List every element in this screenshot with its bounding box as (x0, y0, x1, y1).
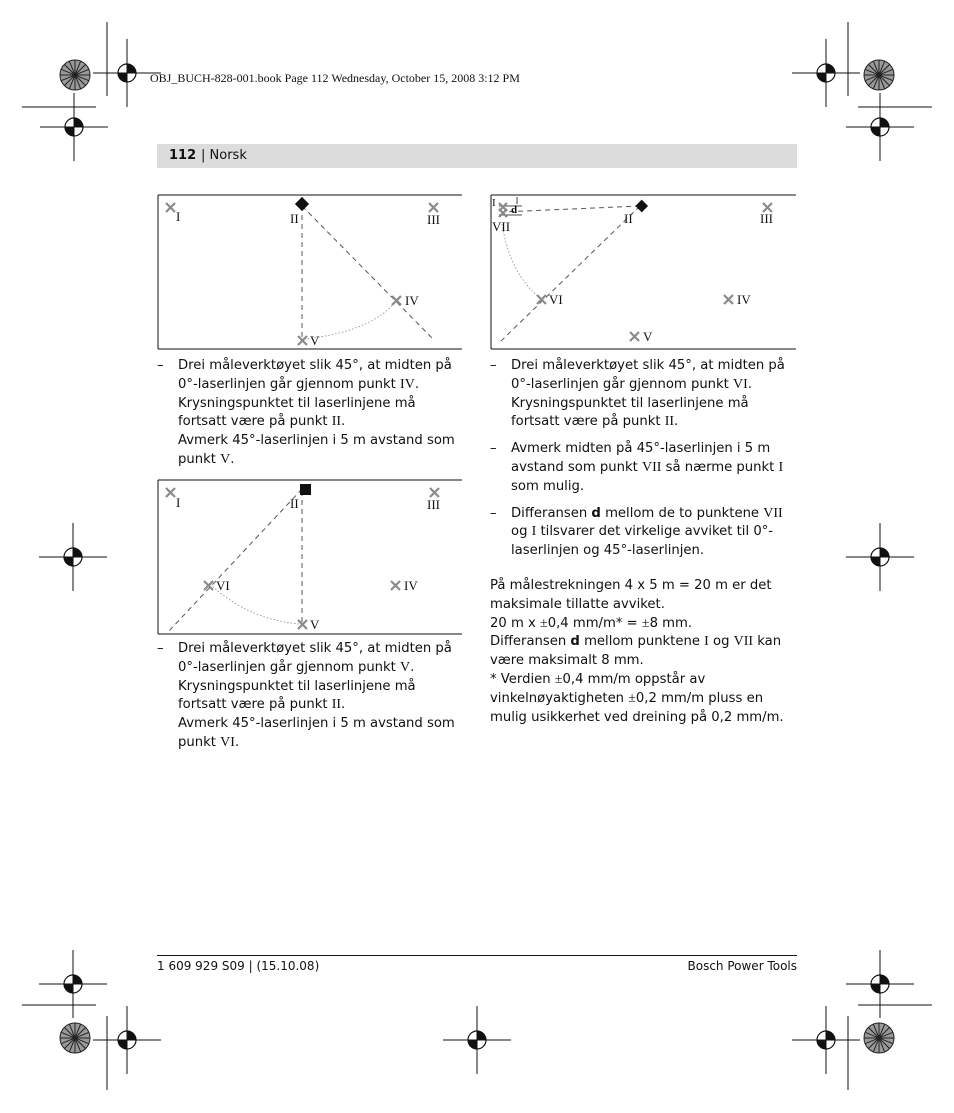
laser-tool-icon (300, 484, 311, 495)
laser-tool-icon (295, 197, 309, 211)
footer-document-code: 1 609 929 S09 | (15.10.08) (157, 959, 320, 973)
starburst-mark (864, 1023, 894, 1053)
x-marker-icon (630, 332, 639, 341)
x-marker-icon (392, 296, 401, 305)
x-marker-icon (166, 203, 175, 212)
registration-cross-mark (846, 950, 914, 1018)
registration-cross-mark (40, 93, 108, 161)
page-number: 112 (169, 148, 197, 163)
x-marker-icon (430, 488, 439, 497)
label-point-II: II (290, 496, 299, 511)
starburst-mark (864, 60, 894, 90)
x-marker-icon (429, 203, 438, 212)
registration-cross-mark (39, 950, 107, 1018)
x-marker-icon (166, 488, 175, 497)
label-point-IV: IV (404, 578, 418, 593)
paragraph-footnote: * Verdien ±0,4 mm/m oppstår av vinkelnøyaktigheten ±0,2 mm/m pluss en mulig usikkerhet ved dreining på 0,2 mm/m. (490, 671, 784, 725)
starburst-mark (60, 60, 90, 90)
label-point-IV: IV (405, 293, 419, 308)
paragraph-max-deviation: På målestrekningen 4 x 5 m = 20 m er det maksimale tillatte avviket. (490, 577, 772, 612)
registration-cross-mark (792, 39, 860, 107)
diagram-step-3 (490, 194, 797, 350)
diagram-step-2 (157, 479, 463, 635)
registration-cross-mark (846, 93, 914, 161)
diagram-step-1 (157, 194, 463, 350)
x-marker-icon (499, 209, 507, 217)
label-point-III: III (427, 212, 440, 227)
x-marker-icon (391, 581, 400, 590)
label-point-IV: IV (737, 292, 751, 307)
laser-tool-icon (635, 200, 648, 213)
label-point-III: III (760, 211, 773, 226)
instruction-step-5: – Differansen d mellom de to punktene VII og I tilsvarer det virkelige avviket til 0°-laserlinjen og 45°-laserlinjen. (490, 505, 783, 559)
registration-cross-mark (39, 523, 107, 591)
x-marker-icon (537, 295, 546, 304)
page-language: | Norsk (201, 148, 247, 163)
label-point-I: I (492, 197, 496, 209)
label-point-III: III (427, 497, 440, 512)
x-marker-icon (724, 295, 733, 304)
label-point-V: V (310, 617, 320, 632)
instruction-step-1: – Drei måleverktøyet slik 45°, at midten på 0°-laserlinjen går gjennom punkt IV. Krysningspunktet til laserlinjene må fortsatt være på punkt II. Avmerk 45°-laserlinjen i 5 m avstand som punkt V. (157, 358, 455, 467)
instruction-step-2: – Drei måleverktøyet slik 45°, at midten på 0°-laserlinjen går gjennom punkt V. Krysningspunktet til laserlinjene må fortsatt være på punkt II. Avmerk 45°-laserlinjen i 5 m avstand som punkt VI. (157, 641, 455, 750)
starburst-mark (60, 1023, 90, 1053)
paragraph-difference: Differansen d mellom punktene I og VII kan være maksimalt 8 mm. (490, 634, 782, 669)
label-point-II: II (290, 211, 299, 226)
label-point-VI: VI (549, 292, 563, 307)
label-point-II: II (624, 211, 633, 226)
instruction-step-3: – Drei måleverktøyet slik 45°, at midten på 0°-laserlinjen går gjennom punkt VI. Krysningspunktet til laserlinjene må fortsatt være på punkt II. (490, 358, 785, 430)
label-point-I: I (176, 495, 181, 510)
label-point-VI: VI (216, 578, 230, 593)
instruction-step-4: – Avmerk midten på 45°-laserlinjen i 5 m avstand som punkt VII så nærme punkt I som mulig. (490, 441, 784, 494)
registration-cross-mark (846, 523, 914, 591)
x-marker-icon (298, 336, 307, 345)
registration-cross-mark (443, 1006, 511, 1074)
label-point-V: V (310, 333, 320, 348)
footer-rule (157, 955, 797, 956)
registration-cross-mark (792, 1006, 860, 1074)
paragraph-calculation: 20 m x ±0,4 mm/m* = ±8 mm. (490, 615, 693, 631)
book-header: OBJ_BUCH-828-001.book Page 112 Wednesday, October 15, 2008 3:12 PM (150, 71, 520, 85)
page-header-bar (157, 144, 797, 168)
footer-brand: Bosch Power Tools (687, 959, 797, 973)
instruction-steps-right (490, 357, 797, 727)
label-point-V: V (643, 329, 653, 344)
label-deviation-d: d (511, 204, 518, 216)
registration-cross-mark (93, 1006, 161, 1074)
label-point-I: I (176, 209, 181, 224)
label-point-VII: VII (492, 219, 511, 234)
